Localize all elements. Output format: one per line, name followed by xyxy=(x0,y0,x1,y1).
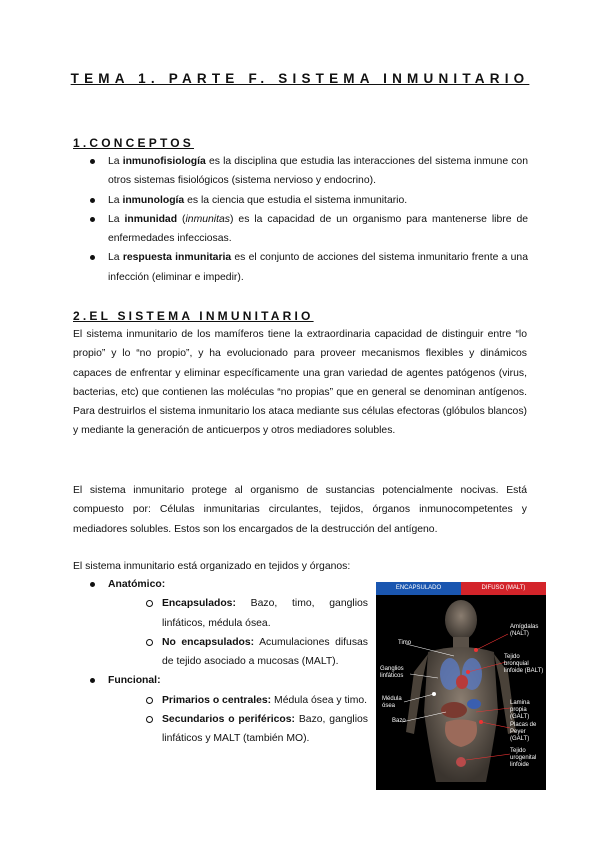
label-medula: Médula ósea xyxy=(382,696,402,709)
label-ganglios: Ganglios linfáticos xyxy=(380,666,404,679)
label-timo: Timo xyxy=(398,640,412,646)
label-balt: Tejido bronquial linfoide (BALT) xyxy=(504,654,544,674)
concepts-list xyxy=(88,152,528,287)
organization-list xyxy=(88,575,368,749)
figure-header-difuso: DIFUSO (MALT) xyxy=(461,582,546,595)
list-item-anatomico: Anatómico: Encapsulados: Bazo, timo, ganglios linfáticos, médula ósea. No encapsulados: Acumulaciones difusas de tejido asociado a mucosas (MALT). xyxy=(88,575,368,671)
paragraph-intro: El sistema inmunitario de los mamíferos tiene la extraordinaria capacidad de distinguir entre “lo propio” y lo “no propio”, y ha evolucionado para proveer mecanismos flexibles y dinámicos capaces de enfrentar y eliminar específicamente una gran variedad de agentes patógenos (virus, bacterias, etc) que contienen las moléculas “no propias” que en general se denominan antígenos. Para destruirlos el sistema inmunitario los ataca mediante sus células efectoras (glóbulos blancos) y mediante la generación de anticuerpos y otros mediadores solubles. xyxy=(73,329,527,437)
immune-system-figure xyxy=(376,582,546,790)
paragraph-composition: El sistema inmunitario protege al organismo de sustancias potencialmente nocivas. Está compuesto por: Células inmunitarias circulantes, tejidos, órganos inmunocompetentes y mediadores solubles. Estos son los encargados de la destrucción del antígeno. xyxy=(73,485,527,535)
label-urogenital: Tejido urogenital linfoide xyxy=(510,748,537,768)
concept-item: La inmunología es la ciencia que estudia el sistema inmunitario. xyxy=(88,191,528,210)
section-2-heading: 2.EL SISTEMA INMUNITARIO xyxy=(73,309,314,323)
paragraph-organization: El sistema inmunitario está organizado en tejidos y órganos: xyxy=(73,561,351,572)
label-lamina-propia: Lamina propia (GALT) xyxy=(510,700,530,720)
document-title: TEMA 1. PARTE F. SISTEMA INMUNITARIO xyxy=(70,71,530,86)
section-1-heading: 1.CONCEPTOS xyxy=(73,136,194,150)
list-subitem: Primarios o centrales: Médula ósea y timo. xyxy=(146,691,368,710)
list-subitem: No encapsulados: Acumulaciones difusas de tejido asociado a mucosas (MALT). xyxy=(146,633,368,672)
list-subitem: Secundarios o periféricos: Bazo, ganglios linfáticos y MALT (también MO). xyxy=(146,710,368,749)
concept-item: La inmunidad (inmunitas) es la capacidad de un organismo para mantenerse libre de enfermedades infecciosas. xyxy=(88,210,528,249)
label-amigdalas: Amígdalas (NALT) xyxy=(510,624,539,637)
list-subitem: Encapsulados: Bazo, timo, ganglios linfáticos, médula ósea. xyxy=(146,594,368,633)
label-bazo: Bazo xyxy=(392,718,406,724)
label-placas-peyer: Placas de Peyer (GALT) xyxy=(510,722,537,742)
concept-item: La inmunofisiología es la disciplina que estudia las interacciones del sistema inmune con otros sistemas fisiológicos (sistema nervioso y endocrino). xyxy=(88,152,528,191)
figure-header-encapsulado: ENCAPSULADO xyxy=(376,582,461,595)
list-item-funcional: Funcional: Primarios o centrales: Médula ósea y timo. Secundarios o periféricos: Bazo, ganglios linfáticos y MALT (también MO). xyxy=(88,671,368,748)
concept-item: La respuesta inmunitaria es el conjunto de acciones del sistema inmunitario frente a una infección (eliminar e impedir). xyxy=(88,248,528,287)
